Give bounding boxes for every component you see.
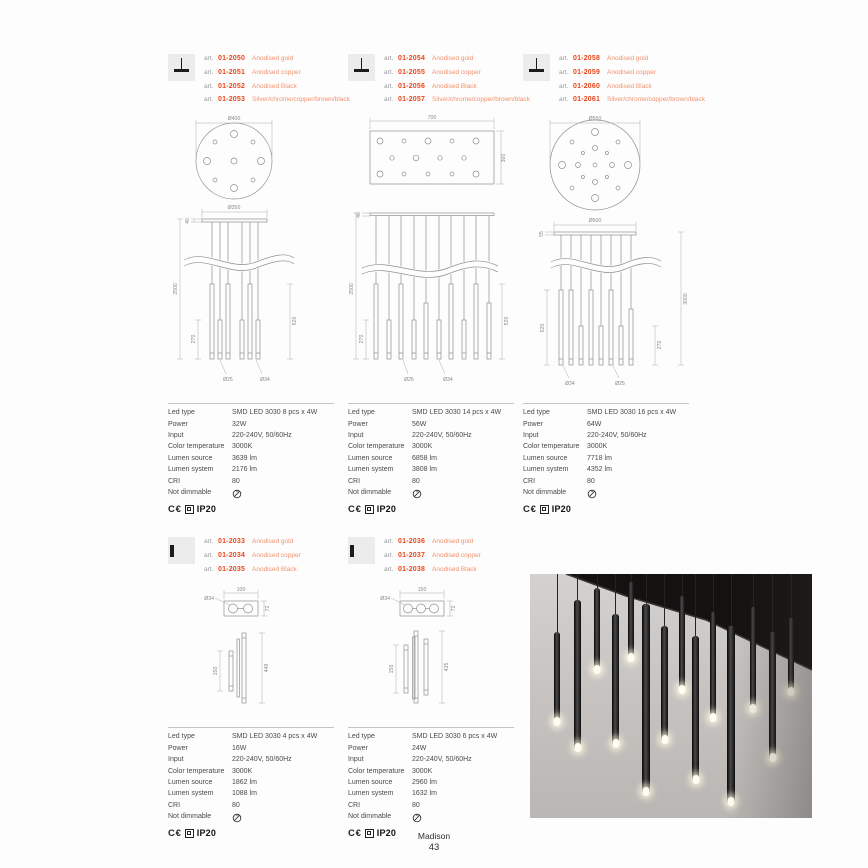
article-prefix: art. [384, 82, 394, 90]
article-list [384, 52, 530, 107]
dimension-label: Ø550 [588, 116, 602, 123]
spec-label: Input [168, 756, 184, 764]
product-section-6-light-wall [348, 535, 520, 839]
spec-label: Led type [348, 733, 375, 741]
article-row [204, 549, 301, 563]
spec-value: 6858 lm [412, 454, 437, 462]
spec-value: 1632 lm [412, 790, 437, 798]
spec-label: Color temperature [523, 443, 580, 451]
spec-rows [168, 731, 334, 811]
photo-right-shadow [530, 574, 812, 818]
article-code: 01-2038 [398, 565, 426, 573]
ip-rating: IP20 [196, 504, 217, 515]
top-view [550, 120, 640, 210]
spec-value: 64W [587, 420, 602, 428]
spec-label: Input [523, 432, 539, 439]
article-finish: Anodised copper [432, 551, 481, 559]
article-row [384, 563, 481, 577]
certification-marks [168, 504, 334, 515]
spec-value: 7718 lm [587, 454, 612, 462]
dimension-label: Ø34 [204, 596, 214, 603]
spec-label: Power [348, 744, 368, 752]
article-code: 01-2061 [573, 96, 601, 104]
not-dimmable-icon [232, 489, 242, 499]
article-prefix: art. [559, 96, 569, 104]
spec-value: SMD LED 3030 6 pcs x 4W [412, 733, 498, 741]
article-code: 01-2035 [218, 565, 246, 573]
article-code: 01-2053 [218, 96, 246, 104]
article-prefix: art. [204, 538, 214, 545]
article-finish: Anodised copper [252, 68, 301, 76]
spec-value: 4352 lm [587, 466, 612, 474]
spec-row [348, 754, 514, 765]
spec-row [348, 441, 514, 452]
side-view [374, 216, 491, 359]
dimension-label: 150 [213, 667, 219, 676]
spec-row [168, 430, 334, 441]
spec-value: SMD LED 3030 4 pcs x 4W [232, 733, 318, 741]
article-code: 01-2037 [398, 551, 426, 559]
top-view [370, 131, 494, 184]
spec-value: 3000K [412, 767, 433, 775]
article-row [384, 93, 530, 107]
article-code: 01-2059 [573, 68, 601, 76]
article-finish: Anodised gold [432, 55, 474, 62]
article-row [204, 535, 301, 549]
dimension-label: 150 [389, 665, 395, 674]
dimension-label: 100 [236, 587, 246, 594]
product-photo [530, 574, 812, 818]
dimension-label: 150 [417, 587, 427, 594]
spec-row [523, 407, 689, 418]
spec-label: Input [348, 756, 364, 764]
spec-label: CRI [168, 801, 181, 809]
spec-row [348, 777, 514, 788]
spec-row [348, 800, 514, 811]
spec-row [168, 476, 334, 487]
spec-value: 3000K [232, 443, 253, 451]
spec-label: Input [348, 432, 364, 439]
dimension-label: 2500 [349, 283, 355, 295]
spec-label: Lumen source [168, 779, 213, 787]
dimension-label: 700 [427, 115, 437, 122]
article-finish: Anodised Black [432, 565, 477, 573]
pendant-type-icon [523, 54, 550, 81]
article-list-header [348, 52, 530, 107]
article-prefix: art. [204, 551, 214, 559]
side-view [229, 633, 246, 703]
article-row [384, 52, 530, 66]
article-code: 01-2058 [573, 55, 601, 62]
dimension-label: 3000 [683, 293, 689, 305]
spec-value: 32W [232, 420, 247, 428]
spec-value: 80 [412, 801, 420, 809]
article-list-header [168, 52, 350, 107]
article-prefix: art. [384, 68, 394, 76]
article-code: 01-2060 [573, 82, 601, 90]
spec-label: Power [168, 744, 188, 752]
spec-label: Led type [523, 409, 550, 417]
spec-row [348, 476, 514, 487]
spec-label: Lumen system [523, 466, 569, 474]
spec-value: 220-240V, 50/60Hz [412, 432, 472, 439]
not-dimmable-icon [587, 489, 597, 499]
dimmable-row [523, 487, 689, 499]
spec-value: 3639 lm [232, 454, 257, 462]
spec-label: Lumen source [168, 454, 213, 462]
spec-row [168, 777, 334, 788]
spec-value: SMD LED 3030 14 pcs x 4W [412, 409, 502, 417]
spec-value: 1088 lm [232, 790, 257, 798]
article-row [559, 52, 705, 66]
article-code: 01-2051 [218, 68, 246, 76]
article-list [204, 52, 350, 107]
dimension-label: 72 [265, 606, 271, 612]
dimension-label: 449 [264, 664, 270, 673]
spec-label: CRI [523, 477, 536, 485]
wall-lamp-type-icon [348, 537, 375, 564]
spec-value: 220-240V, 50/60Hz [232, 432, 292, 439]
article-code: 01-2050 [218, 55, 246, 62]
article-code: 01-2052 [218, 82, 246, 90]
dimmable-label: Not dimmable [168, 489, 212, 497]
spec-value: 2960 lm [412, 779, 437, 787]
spec-label: CRI [348, 477, 361, 485]
spec-rows [168, 407, 334, 487]
spec-row [348, 743, 514, 754]
article-code: 01-2054 [398, 55, 426, 62]
wall-lamp-type-icon [168, 537, 195, 564]
ip-rating: IP20 [196, 828, 217, 839]
side-view [404, 631, 428, 703]
article-code: 01-2055 [398, 68, 426, 76]
dimension-label: Ø400 [227, 116, 241, 123]
spec-row [168, 800, 334, 811]
spec-label: Led type [348, 409, 375, 417]
dimension-label: Ø34 [260, 377, 270, 384]
article-row [559, 93, 705, 107]
spec-value: 24W [412, 744, 427, 752]
article-code: 01-2036 [398, 538, 426, 545]
article-prefix: art. [384, 551, 394, 559]
spec-value: 80 [412, 477, 420, 485]
article-prefix: art. [204, 68, 214, 76]
article-list [204, 535, 301, 576]
article-list [559, 52, 705, 107]
side-view [559, 235, 633, 365]
spec-value: 80 [232, 801, 240, 809]
dimmable-label: Not dimmable [168, 813, 212, 821]
ce-mark: C€ [348, 827, 362, 839]
page-footer [0, 831, 868, 853]
side-view [210, 222, 260, 359]
certification-marks [348, 504, 514, 515]
article-code: 01-2033 [218, 538, 246, 545]
double-insulation-icon [365, 505, 374, 514]
not-dimmable-icon [412, 489, 422, 499]
article-prefix: art. [559, 82, 569, 90]
technical-drawing-16-light [523, 113, 691, 401]
spec-value: 220-240V, 50/60Hz [232, 756, 292, 764]
article-finish: Silver/chrome/copper/brown/black [252, 96, 350, 104]
spec-row [523, 419, 689, 430]
article-prefix: art. [559, 55, 569, 62]
not-dimmable-icon [232, 813, 242, 823]
article-row [384, 66, 530, 80]
spec-label: Lumen system [168, 790, 214, 798]
spec-row [523, 476, 689, 487]
dimension-label: 520 [292, 316, 298, 326]
spec-row [348, 464, 514, 475]
dimmable-row [348, 487, 514, 499]
article-row [204, 563, 301, 577]
dimension-label: 40 [356, 212, 362, 219]
spec-row [168, 766, 334, 777]
article-finish: Anodised Black [607, 82, 652, 90]
ce-mark: C€ [168, 827, 182, 839]
article-prefix: art. [204, 82, 214, 90]
article-prefix: art. [204, 565, 214, 573]
article-prefix: art. [384, 565, 394, 573]
article-finish: Anodised copper [432, 68, 481, 76]
spec-label: Lumen source [348, 454, 393, 462]
spec-label: Color temperature [168, 767, 225, 775]
article-code: 01-2056 [398, 82, 426, 90]
technical-drawing-6-light-wall [348, 585, 516, 723]
article-row [204, 80, 350, 94]
spec-row [168, 731, 334, 742]
article-finish: Anodised gold [607, 55, 649, 62]
dimension-label: Ø25 [615, 381, 625, 388]
article-list-header [348, 535, 520, 576]
article-row [384, 80, 530, 94]
dimmable-row [168, 811, 334, 823]
dimmable-row [348, 811, 514, 823]
spec-value: 3000K [232, 767, 253, 775]
spec-value: 2176 lm [232, 466, 257, 474]
spec-label: CRI [168, 477, 181, 485]
spec-value: 3000K [587, 443, 608, 451]
article-list-header [523, 52, 705, 107]
spec-value: 1862 lm [232, 779, 257, 787]
spec-row [523, 464, 689, 475]
spec-row [348, 766, 514, 777]
spec-label: Color temperature [168, 443, 225, 451]
not-dimmable-icon [412, 813, 422, 823]
spec-value: 3808 lm [412, 466, 437, 474]
spec-row [168, 788, 334, 799]
spec-label: Power [168, 420, 188, 428]
dimension-label: Ø34 [565, 381, 575, 388]
ce-mark: C€ [348, 503, 362, 515]
dimension-label: Ø25 [223, 377, 233, 384]
article-finish: Anodised Black [252, 82, 297, 90]
spec-label: Lumen system [348, 790, 394, 798]
article-row [204, 66, 350, 80]
product-section-8-light [168, 52, 350, 515]
technical-drawing-8-light [168, 113, 336, 401]
dimmable-label: Not dimmable [523, 489, 567, 497]
spec-row [523, 441, 689, 452]
article-list-header [168, 535, 340, 576]
spec-value: SMD LED 3030 16 pcs x 4W [587, 409, 677, 417]
dimmable-label: Not dimmable [348, 813, 392, 821]
product-section-4-light-wall [168, 535, 340, 839]
article-finish: Anodised gold [252, 538, 294, 545]
article-finish: Anodised gold [432, 538, 474, 545]
double-insulation-icon [540, 505, 549, 514]
article-finish: Anodised copper [607, 68, 656, 76]
article-list [384, 535, 481, 576]
dimension-label: 270 [191, 334, 197, 344]
dimension-label: 55 [539, 231, 545, 238]
pendant-type-icon [348, 54, 375, 81]
article-finish: Silver/chrome/copper/brown/black [607, 96, 705, 104]
spec-row [168, 441, 334, 452]
spec-row [168, 407, 334, 418]
article-row [204, 93, 350, 107]
dimension-label: Ø500 [588, 218, 602, 225]
spec-rows [523, 407, 689, 487]
spec-label: Lumen system [348, 466, 394, 474]
dimension-label: Ø34 [380, 596, 390, 603]
spec-label: Color temperature [348, 443, 405, 451]
article-prefix: art. [204, 96, 214, 104]
top-view [224, 601, 258, 616]
article-row [559, 66, 705, 80]
spec-row [348, 453, 514, 464]
dimension-label: 2500 [173, 283, 179, 295]
spec-row [168, 743, 334, 754]
spec-row [523, 453, 689, 464]
article-prefix: art. [384, 96, 394, 104]
spec-row [348, 731, 514, 742]
dimension-label: 520 [540, 323, 546, 333]
spec-rows [348, 731, 514, 811]
article-row [204, 52, 350, 66]
spec-value: 16W [232, 744, 247, 752]
article-prefix: art. [204, 55, 214, 62]
spec-label: Lumen system [168, 466, 214, 474]
ip-rating: IP20 [551, 504, 572, 515]
product-section-16-light [523, 52, 705, 515]
top-view [400, 601, 444, 616]
spec-label: Input [168, 432, 184, 439]
top-view [196, 123, 272, 199]
article-finish: Anodised copper [252, 551, 301, 559]
spec-label: Power [348, 420, 368, 428]
article-finish: Silver/chrome/copper/brown/black [432, 96, 530, 104]
dimension-label: 72 [451, 606, 457, 612]
spec-rows [348, 407, 514, 487]
article-finish: Anodised Black [252, 565, 297, 573]
article-row [384, 535, 481, 549]
spec-row [168, 419, 334, 430]
article-prefix: art. [384, 55, 394, 62]
dimension-label: Ø25 [404, 377, 414, 384]
spec-value: 220-240V, 50/60Hz [587, 432, 647, 439]
article-finish: Anodised gold [252, 55, 294, 62]
double-insulation-icon [185, 505, 194, 514]
article-prefix: art. [559, 68, 569, 76]
spec-row [168, 453, 334, 464]
dimension-label: 520 [504, 316, 510, 326]
article-code: 01-2057 [398, 96, 426, 104]
spec-label: Led type [168, 409, 195, 417]
dimmable-label: Not dimmable [348, 489, 392, 497]
dimension-label: 435 [444, 663, 450, 672]
technical-drawing-14-light [348, 113, 516, 401]
dimension-label: 270 [657, 340, 663, 350]
spec-table [348, 403, 514, 514]
spec-table [168, 727, 334, 838]
collection-name: Madison [417, 831, 451, 841]
technical-drawing-4-light-wall [168, 585, 336, 723]
spec-value: 56W [412, 420, 427, 428]
spec-table [523, 403, 689, 514]
spec-label: CRI [348, 801, 361, 809]
dimmable-row [168, 487, 334, 499]
spec-label: Lumen source [348, 779, 393, 787]
dimension-label: Ø34 [443, 377, 453, 384]
spec-table [348, 727, 514, 838]
dimension-label: 270 [359, 334, 365, 344]
spec-value: 220-240V, 50/60Hz [412, 756, 472, 764]
article-row [384, 549, 481, 563]
spec-row [348, 419, 514, 430]
spec-label: Power [523, 420, 543, 428]
ce-mark: C€ [523, 503, 537, 515]
spec-table [168, 403, 334, 514]
spec-value: 80 [587, 477, 595, 485]
article-code: 01-2034 [218, 551, 246, 559]
article-row [559, 80, 705, 94]
certification-marks [523, 504, 689, 515]
spec-row [348, 407, 514, 418]
dimension-label: Ø350 [227, 205, 241, 212]
spec-row [168, 464, 334, 475]
product-section-14-light [348, 52, 530, 515]
spec-label: Led type [168, 733, 195, 741]
ip-rating: IP20 [376, 828, 397, 839]
spec-value: 80 [232, 477, 240, 485]
spec-label: Color temperature [348, 767, 405, 775]
article-finish: Anodised Black [432, 82, 477, 90]
spec-row [168, 754, 334, 765]
spec-value: 3000K [412, 443, 433, 451]
spec-row [348, 788, 514, 799]
ip-rating: IP20 [376, 504, 397, 515]
spec-row [348, 430, 514, 441]
page-number: 43 [428, 842, 440, 853]
dimension-label: 300 [501, 153, 507, 163]
spec-value: SMD LED 3030 8 pcs x 4W [232, 409, 318, 417]
ce-mark: C€ [168, 503, 182, 515]
spec-row [523, 430, 689, 441]
article-prefix: art. [384, 538, 394, 545]
spec-label: Lumen source [523, 454, 568, 462]
pendant-type-icon [168, 54, 195, 81]
dimension-label: 40 [185, 218, 191, 225]
